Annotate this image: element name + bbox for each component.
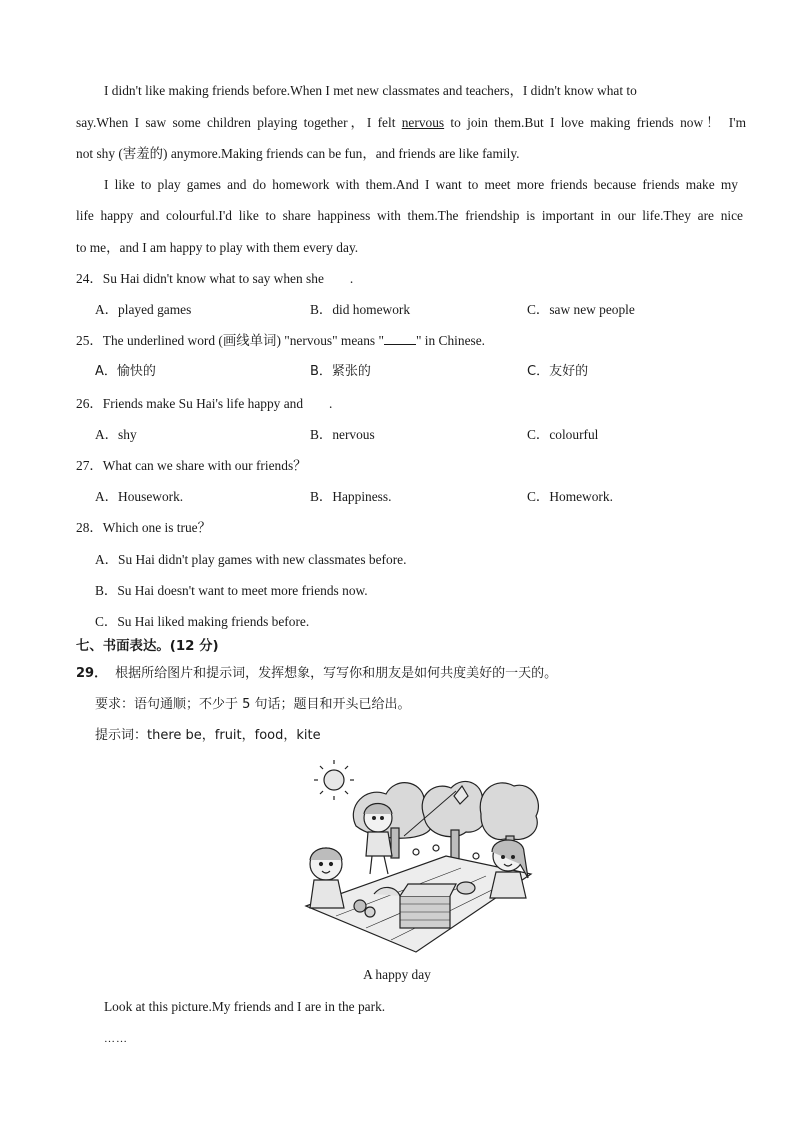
- question-stem: Which one is true？: [102, 520, 211, 535]
- requirement: 要求：语句通顺；不少于 5 句话；题目和开头已给出。: [95, 697, 411, 712]
- option-c[interactable]: C．Su Hai liked making friends before.: [95, 614, 310, 629]
- question-stem: Friends make Su Hai's life happy and: [102, 396, 304, 411]
- option-c[interactable]: C．友好的: [527, 364, 589, 379]
- answer-blank[interactable]: [384, 332, 416, 345]
- passage-line: I like to play games and do homework with them.And I want to meet more friends because friends make my: [104, 177, 738, 192]
- option-a[interactable]: A．愉快的: [95, 364, 156, 379]
- question-tail: " in Chinese.: [415, 333, 486, 348]
- question-25: [76, 332, 485, 350]
- passage-text: say.When I saw some children playing together，I felt: [76, 115, 402, 130]
- question-number: 28．: [76, 520, 103, 535]
- option-b[interactable]: B．did homework: [310, 302, 411, 317]
- child-icon: [310, 848, 344, 908]
- question-28: [76, 519, 211, 537]
- passage-line: to me，and I am happy to play with them every day.: [76, 240, 359, 255]
- option-b[interactable]: B．紧张的: [310, 364, 371, 379]
- passage-line: I didn't like making friends before.When I met new classmates and teachers，I didn't know what to: [104, 83, 637, 98]
- question-number: 27．: [76, 458, 103, 473]
- option-a[interactable]: A．shy: [95, 427, 137, 442]
- question-24: [76, 270, 353, 288]
- question-27: [76, 457, 307, 475]
- picnic-illustration: [296, 756, 546, 956]
- passage-line: [76, 114, 746, 132]
- question-number: 24．: [76, 271, 103, 286]
- option-a[interactable]: A．Housework.: [95, 489, 184, 504]
- question-29: [76, 665, 557, 683]
- option-a[interactable]: A．played games: [95, 302, 192, 317]
- option-a[interactable]: A．Su Hai didn't play games with new classmates before.: [95, 552, 407, 567]
- question-tail: .: [349, 271, 354, 286]
- child-icon: [364, 804, 392, 875]
- option-c[interactable]: C．colourful: [527, 427, 599, 442]
- picture-caption: A happy day: [363, 967, 431, 982]
- question-number: 29．: [76, 666, 108, 681]
- question-number: 26．: [76, 396, 103, 411]
- underlined-word: nervous: [401, 115, 445, 130]
- passage-line: not shy (害羞的) anymore.Making friends can be fun，and friends are like family.: [76, 146, 520, 161]
- passage-line: life happy and colourful.I'd like to share happiness with them.The friendship is important in our life.They are nice: [76, 208, 743, 223]
- hint-words: 提示词：there be，fruit，food，kite: [95, 728, 321, 743]
- question-stem: The underlined word (画线单词) "nervous" means ": [102, 333, 384, 348]
- option-b[interactable]: B．Happiness.: [310, 489, 392, 504]
- question-stem: What can we share with our friends？: [102, 458, 307, 473]
- ellipsis: ……: [104, 1033, 128, 1045]
- option-b[interactable]: B．nervous: [310, 427, 375, 442]
- sun-icon: [314, 760, 354, 800]
- question-tail: .: [329, 396, 333, 411]
- question-number: 25．: [76, 333, 103, 348]
- option-c[interactable]: C．Homework.: [527, 489, 613, 504]
- option-b[interactable]: B．Su Hai doesn't want to meet more friends now.: [95, 583, 368, 598]
- essay-start: Look at this picture.My friends and I are in the park.: [104, 999, 386, 1014]
- section-title: 七、书面表达。(12 分): [76, 639, 219, 654]
- option-c[interactable]: C．saw new people: [527, 302, 635, 317]
- question-26: [76, 395, 332, 413]
- passage-text: to join them.But I love making friends now！ I'm: [444, 115, 746, 130]
- question-text: 根据所给图片和提示词，发挥想象，写写你和朋友是如何共度美好的一天的。: [115, 666, 558, 681]
- question-stem: Su Hai didn't know what to say when she: [102, 271, 324, 286]
